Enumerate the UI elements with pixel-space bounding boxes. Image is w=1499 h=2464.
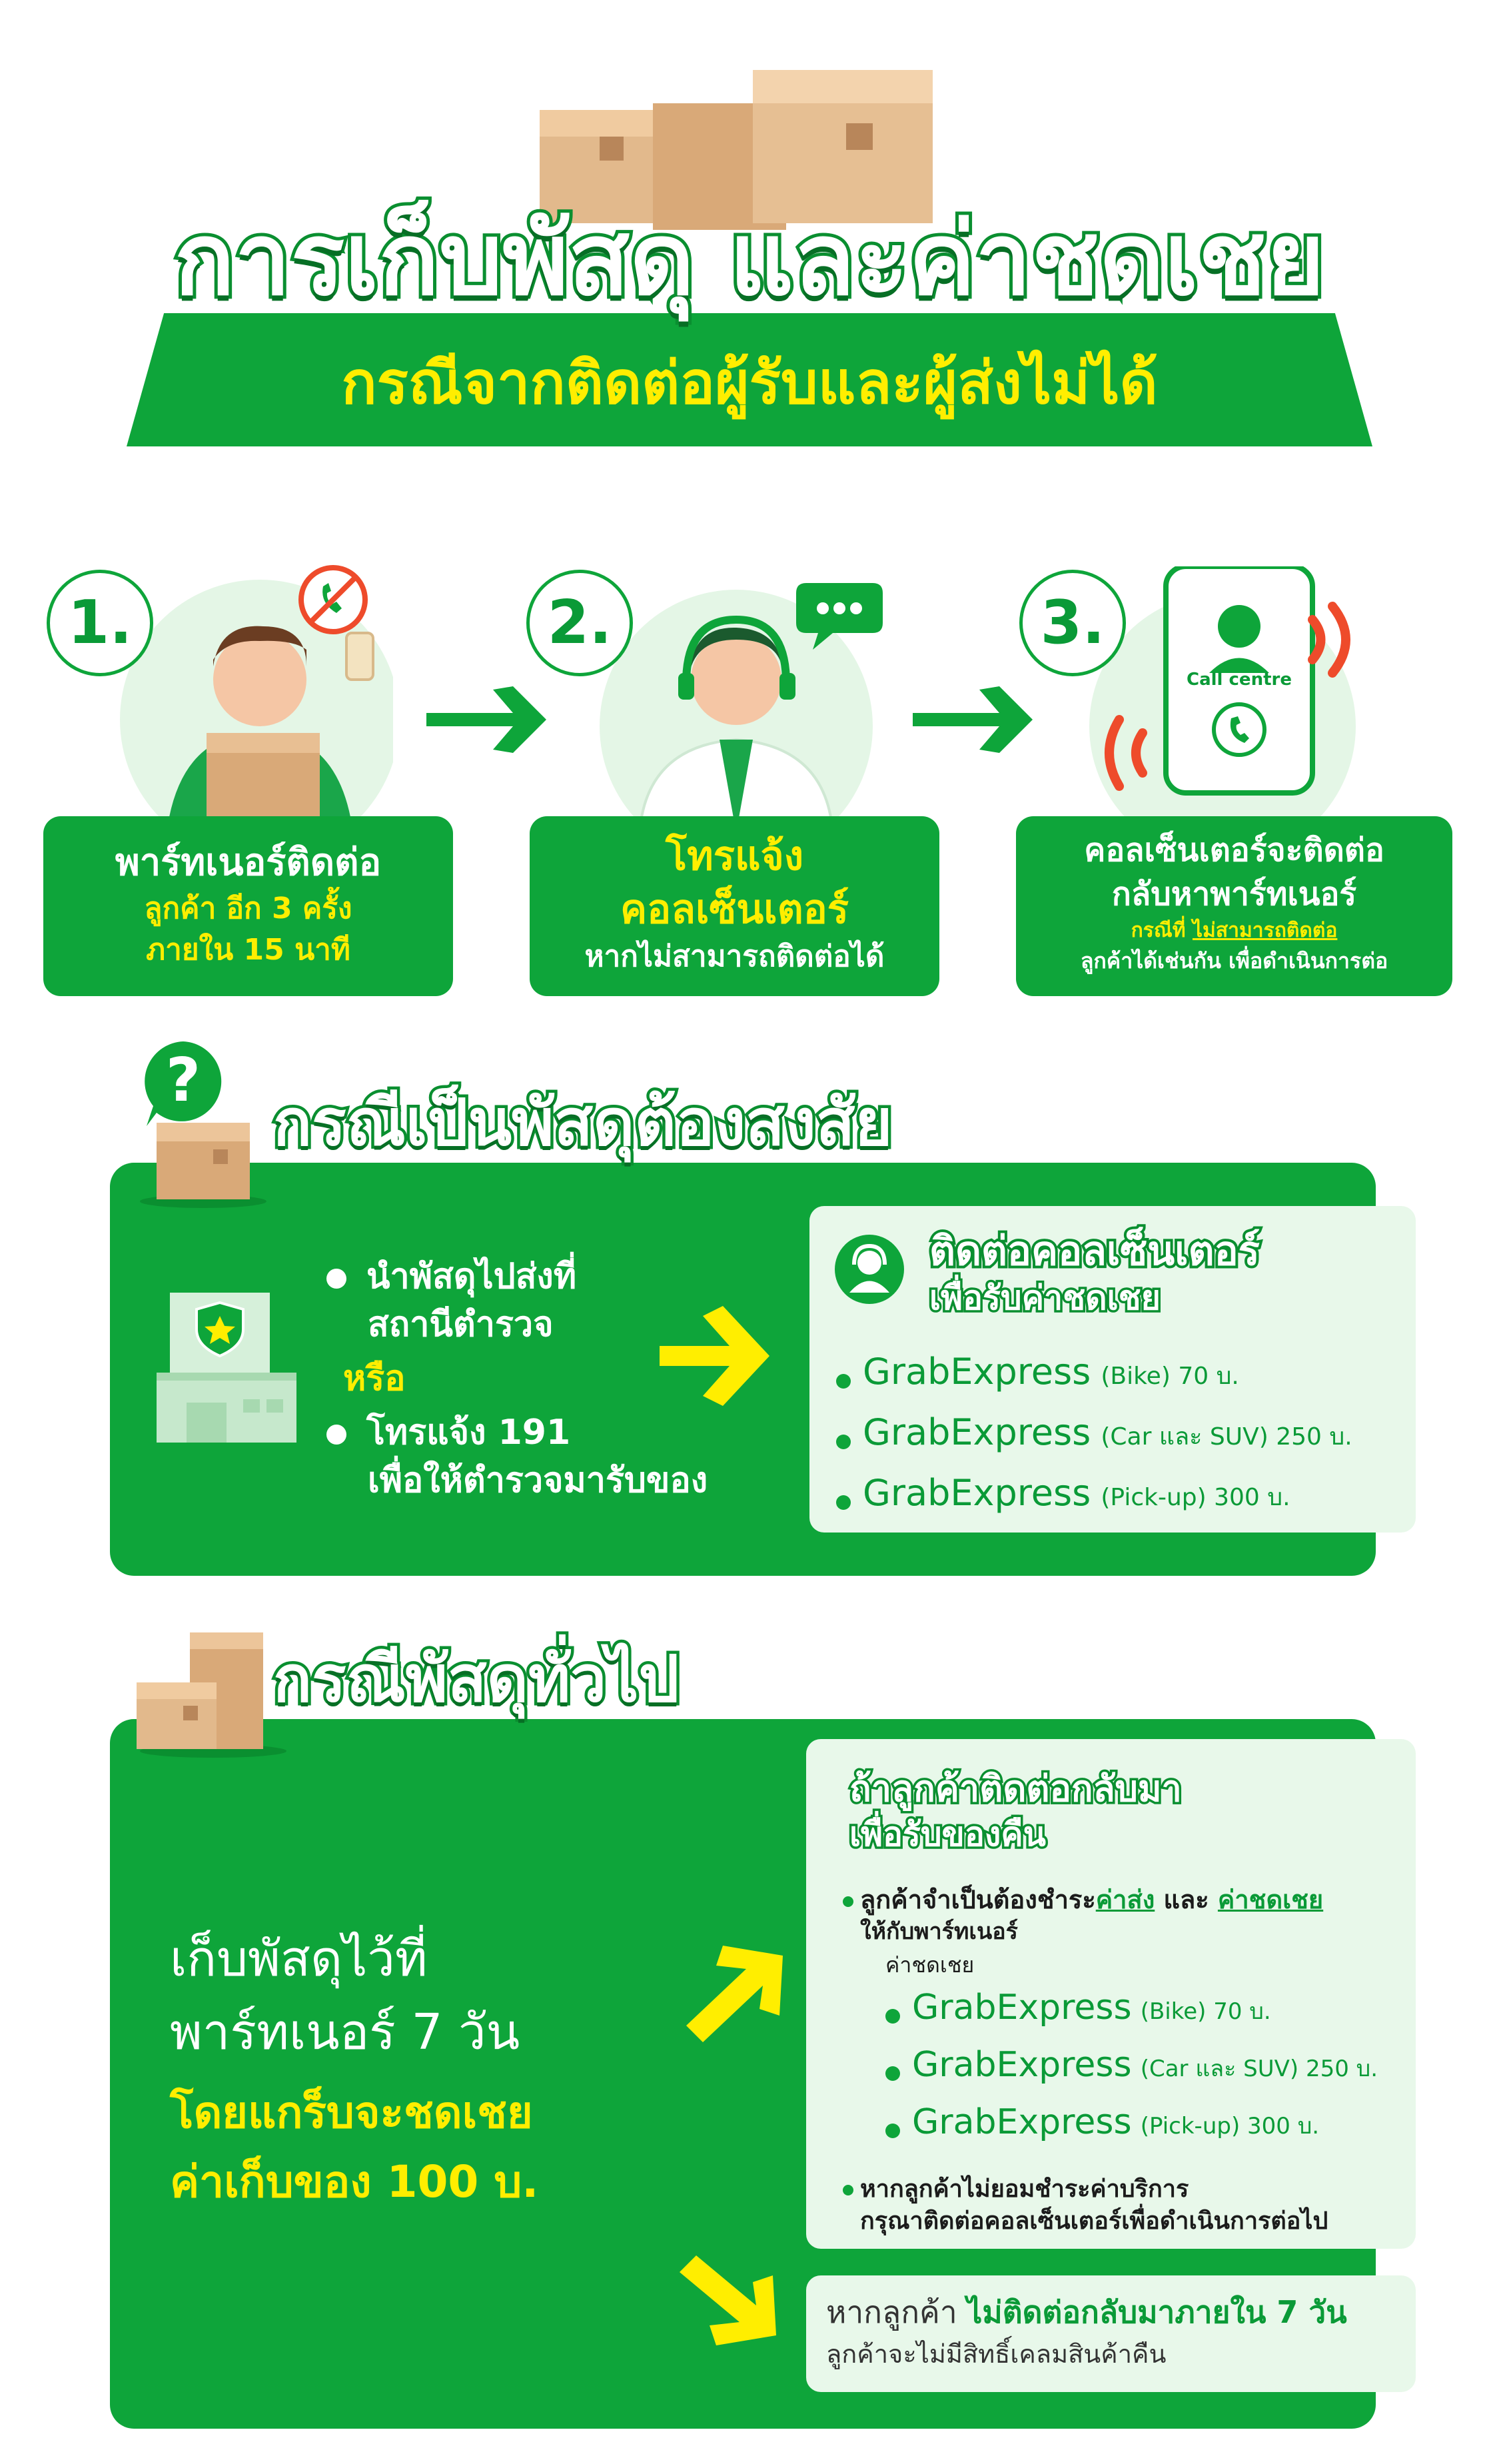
package-icon — [133, 1116, 266, 1209]
bullet-icon — [843, 1896, 853, 1907]
step-3-number-badge: 3. — [1019, 570, 1126, 676]
page-title: การเก็บพัสดุ และค่าชดเชย — [174, 202, 1325, 318]
page-subtitle: กรณีจากติดต่อผู้รับและผู้ส่งไม่ได้ — [341, 348, 1158, 417]
rate-row: GrabExpress (Car และ SUV) 250 บ. — [836, 1407, 1389, 1467]
rate-row: GrabExpress (Bike) 70 บ. — [836, 1346, 1389, 1407]
step-1-card: พาร์ทเนอร์ติดต่อ ลูกค้า อีก 3 ครั้ง ภายใน 15 นาที — [43, 816, 453, 996]
headset-agent-icon — [833, 1233, 906, 1306]
no-phone-icon — [296, 563, 370, 636]
question-bubble-icon: ? — [137, 1036, 230, 1129]
rate-row: GrabExpress (Pick-up) 300 บ. — [885, 2098, 1392, 2155]
bullet-icon — [836, 1435, 851, 1449]
arrow-right-icon — [906, 680, 1039, 760]
bullet-icon — [836, 1495, 851, 1510]
step-2-number-badge: 2. — [526, 570, 633, 676]
bullet-icon — [326, 1425, 346, 1445]
return-card: ถ้าลูกค้าติดต่อกลับมา เพื่อรับของคืน ลูกค้าจำเป็นต้องชำระค่าส่ง และ ค่าชดเชย ให้กับพาร์ทเนอร์ ค่าชดเชย GrabExpress (Bike) 70 บ. GrabExpress (Car และ SUV) 250 บ. GrabExpress (Pick-up) 300 บ. หากลูกค้าไม่ยอมชำระค่าบริการ กรุณาติดต่อคอลเซ็นเตอร์เพื่อดำเนินการต่อไป — [806, 1739, 1416, 2249]
step-3-illustration — [1079, 566, 1379, 833]
rate-row: GrabExpress (Bike) 70 บ. — [885, 1983, 1392, 2040]
no-contact-card: หากลูกค้า ไม่ติดต่อกลับมาภายใน 7 วัน ลูกค้าจะไม่มีสิทธิ์เคลมสินค้าคืน — [806, 2275, 1416, 2392]
bullet-icon — [326, 1269, 346, 1289]
stacked-packages-icon — [130, 1626, 290, 1759]
suspicious-options: นำพัสดุไปส่งที่ สถานีตำรวจ หรือ โทรแจ้ง 191 เพื่อให้ตำรวจมารับของ — [326, 1253, 833, 1505]
general-heading: กรณีพัสดุทั่วไป — [273, 1642, 680, 1716]
yellow-arrow-icon — [673, 1932, 789, 2059]
bullet-icon — [885, 2066, 900, 2081]
bullet-icon — [836, 1374, 851, 1389]
bullet-icon — [843, 2185, 853, 2195]
general-left-text: เก็บพัสดุไว้ที่ พาร์ทเนอร์ 7 วัน โดยแกร็บจะชดเชย ค่าเก็บของ 100 บ. — [170, 1930, 539, 2207]
bullet-icon — [885, 2009, 900, 2024]
rate-row: GrabExpress (Pick-up) 300 บ. — [836, 1467, 1389, 1528]
bullet-icon — [885, 2124, 900, 2138]
chat-bubble-icon — [793, 576, 886, 656]
arrow-right-icon — [420, 680, 553, 760]
rate-row: GrabExpress (Car และ SUV) 250 บ. — [885, 2040, 1392, 2098]
call-centre-label: Call centre — [1187, 670, 1292, 690]
yellow-arrow-icon — [650, 1299, 776, 1413]
police-station-icon — [150, 1283, 303, 1449]
suspicious-heading: กรณีเป็นพัสดุต้องสงสัย — [273, 1085, 893, 1160]
step-3-card: คอลเซ็นเตอร์จะติดต่อ กลับหาพาร์ทเนอร์ กรณีที่ ไม่สามารถติดต่อ ลูกค้าได้เช่นกัน เพื่อดำเนินการต่อ — [1016, 816, 1452, 996]
suspicious-compensation-card: ติดต่อคอลเซ็นเตอร์ เพื่อรับค่าชดเชย GrabExpress (Bike) 70 บ. GrabExpress (Car และ SUV) 250 บ. GrabExpress (Pick-up) 300 บ. — [809, 1206, 1416, 1533]
step-2-card: โทรแจ้ง คอลเซ็นเตอร์ หากไม่สามารถติดต่อได้ — [530, 816, 939, 996]
step-1-number-badge: 1. — [47, 570, 153, 676]
yellow-arrow-icon — [666, 2245, 786, 2359]
